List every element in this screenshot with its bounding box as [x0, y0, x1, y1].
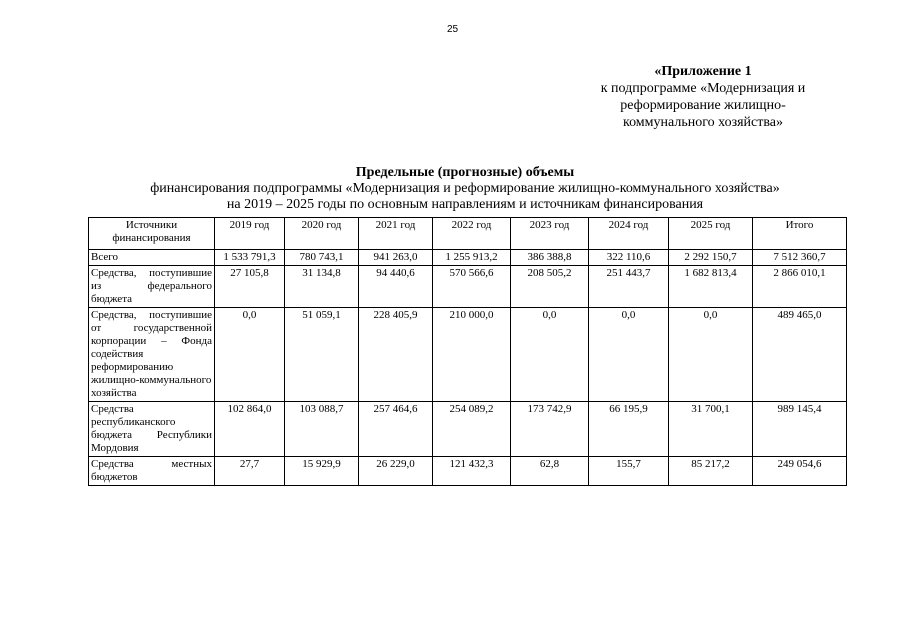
row-label: Средства, поступившие от государственной корпорации – Фонда содействия реформированию жилищно-коммунального хозяйства	[89, 308, 215, 402]
table-cell: 173 742,9	[511, 402, 589, 457]
table-cell: 15 929,9	[285, 457, 359, 486]
table-row	[89, 250, 847, 266]
table-cell: 121 432,3	[433, 457, 511, 486]
table-cell: 85 217,2	[669, 457, 753, 486]
title-line-2: финансирования подпрограммы «Модернизация и реформирование жилищно-коммунального хозяйства»	[150, 181, 780, 196]
row-label: Средства республиканского бюджета Республики Мордовия	[89, 402, 215, 457]
table-cell: 322 110,6	[589, 250, 669, 266]
row-label: Средства, поступившие из федерального бюджета	[89, 266, 215, 308]
table-cell: 257 464,6	[359, 402, 433, 457]
table-row	[89, 402, 847, 457]
table-cell: 0,0	[669, 308, 753, 402]
column-header: Итого	[753, 218, 847, 250]
table-cell: 208 505,2	[511, 266, 589, 308]
table-cell: 210 000,0	[433, 308, 511, 402]
table-cell: 66 195,9	[589, 402, 669, 457]
title-line-1: Предельные (прогнозные) объемы	[355, 165, 575, 180]
table-row	[89, 457, 847, 486]
table-cell: 989 145,4	[753, 402, 847, 457]
appendix-header	[573, 63, 833, 131]
appendix-line-2: к подпрограмме «Модернизация и	[600, 81, 806, 96]
column-header: 2021 год	[359, 218, 433, 250]
table-cell: 489 465,0	[753, 308, 847, 402]
title-line-3: на 2019 – 2025 годы по основным направлениям и источникам финансирования	[226, 197, 704, 212]
table-cell: 27 105,8	[215, 266, 285, 308]
column-header: 2020 год	[285, 218, 359, 250]
table-cell: 941 263,0	[359, 250, 433, 266]
table-cell: 386 388,8	[511, 250, 589, 266]
page-number: 25	[446, 24, 459, 35]
table-cell: 62,8	[511, 457, 589, 486]
column-header: 2019 год	[215, 218, 285, 250]
table-cell: 102 864,0	[215, 402, 285, 457]
table-cell: 228 405,9	[359, 308, 433, 402]
table-cell: 780 743,1	[285, 250, 359, 266]
appendix-line-3: реформирование жилищно-	[620, 98, 786, 113]
table-cell: 251 443,7	[589, 266, 669, 308]
column-header: 2024 год	[589, 218, 669, 250]
table-cell: 1 682 813,4	[669, 266, 753, 308]
row-label: Средства местных бюджетов	[89, 457, 215, 486]
table-row	[89, 266, 847, 308]
column-header: 2025 год	[669, 218, 753, 250]
row-label: Всего	[89, 250, 215, 266]
column-header: 2023 год	[511, 218, 589, 250]
table-cell: 31 700,1	[669, 402, 753, 457]
table-cell: 51 059,1	[285, 308, 359, 402]
table-row	[89, 308, 847, 402]
table-cell: 2 292 150,7	[669, 250, 753, 266]
table-cell: 0,0	[589, 308, 669, 402]
table-cell: 26 229,0	[359, 457, 433, 486]
table-cell: 31 134,8	[285, 266, 359, 308]
table-header-row	[89, 218, 847, 250]
table-cell: 1 533 791,3	[215, 250, 285, 266]
table-cell: 94 440,6	[359, 266, 433, 308]
table-cell: 2 866 010,1	[753, 266, 847, 308]
table-cell: 0,0	[511, 308, 589, 402]
financing-table	[88, 217, 847, 486]
appendix-line-4: коммунального хозяйства»	[622, 115, 784, 130]
column-header: 2022 год	[433, 218, 511, 250]
table-cell: 155,7	[589, 457, 669, 486]
document-title	[90, 165, 840, 213]
table-cell: 27,7	[215, 457, 285, 486]
table-cell: 570 566,6	[433, 266, 511, 308]
table-cell: 7 512 360,7	[753, 250, 847, 266]
table-cell: 249 054,6	[753, 457, 847, 486]
table-cell: 103 088,7	[285, 402, 359, 457]
appendix-title: «Приложение 1	[654, 64, 752, 79]
table-cell: 1 255 913,2	[433, 250, 511, 266]
table-cell: 254 089,2	[433, 402, 511, 457]
table-cell: 0,0	[215, 308, 285, 402]
column-header: Источники финансирования	[89, 218, 215, 250]
